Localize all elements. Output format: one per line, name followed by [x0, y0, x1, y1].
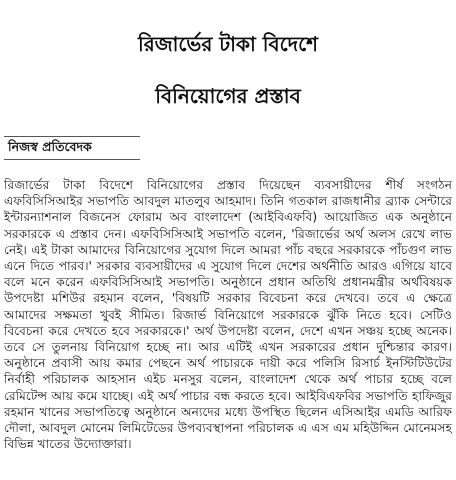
article-paragraph: রিজার্ভের টাকা বিদেশে বিনিয়োগের প্রস্তাব দিয়েছেন ব্যবসায়ীদের শীর্ষ সংগঠন এফবিসিসিআইর সভাপতি আবদুল মাতলুব আহমাদ। তিনি গতকাল রাজধানীর ব্র্যাক সেন্টারে ইন্টারন্যাশনাল বিজনেস ফোরাম অব বাংলাদেশ (আইবিএফবি) আয়োজিত এক অনুষ্ঠানে সরকারকে এ প্রস্তাব দেন। এফবিসিসিআই সভাপতি বলেন, 'রিজার্ভের অর্থ অলস রেখে লাভ নেই। এই টাকা আমাদের বিনিয়োগের সুযোগ দিলে আমরা পাঁচ বছরে সরকারকে পাঁচগুণ লাভ এনে দিতে পারব।' সরকার ব্যবসায়ীদের এ সুযোগ দিলে দেশের অর্থনীতি আরও এগিয়ে যাবে বলে মনে করেন এফবিসিসিআই সভাপতি। অনুষ্ঠানে প্রধান অতিথি প্রধানমন্ত্রীর অর্থবিষয়ক উপদেষ্টা মশিউর রহমান বলেন, 'বিষয়টি সরকার বিবেচনা করে দেখবে। তবে এ ক্ষেত্রে আমাদের সক্ষমতা খুবই সীমিত। রিজার্ভ বিনিয়োগে সরকারকে ঝুঁকি নিতে হবে। সেটিও বিবেচনা করে দেখতে হবে সরকারকে।' অর্থ উপদেষ্টা বলেন, দেশে এখন সঞ্চয় হচ্ছে অনেক। তবে সে তুলনায় বিনিয়োগ হচ্ছে না। আর এটিই এখন সরকারের প্রধান দুশ্চিন্তার কারণ। অনুষ্ঠানে প্রবাসী আয় কমার পেছনে অর্থ পাচারকে দায়ী করে পলিসি রিসার্চ ইনস্টিটিউটের নির্বাহী পরিচালক আহসান এইচ মনসুর বলেন, বাংলাদেশ থেকে অর্থ পাচার হচ্ছে বলে রেমিটেন্স আয় কমে যাচ্ছে। এই অর্থ পাচার বন্ধ করতে হবে। আইবিএফবির সভাপতি হাফিজুর রহমান খানের সভাপতিত্বে অনুষ্ঠানে অন্যদের মধ্যে উপস্থিত ছিলেন এসিআইর এমডি আরিফ দৌলা, আবদুল মোনেম লিমিটেডের উপব্যবস্থাপনা পরিচালক এ এস এম মহিউদ্দিন মোনেমসহ বিভিন্ন খাতের উদ্যোক্তারা।	[4, 178, 452, 452]
byline: নিজস্ব প্রতিবেদক	[8, 139, 92, 154]
article-body	[4, 177, 452, 452]
headline-line-1: রিজার্ভের টাকা বিদেশে	[137, 32, 319, 56]
headline	[0, 18, 456, 122]
byline-box	[4, 136, 140, 160]
headline-line-2: বিনিয়োগের প্রস্তাব	[155, 84, 301, 108]
